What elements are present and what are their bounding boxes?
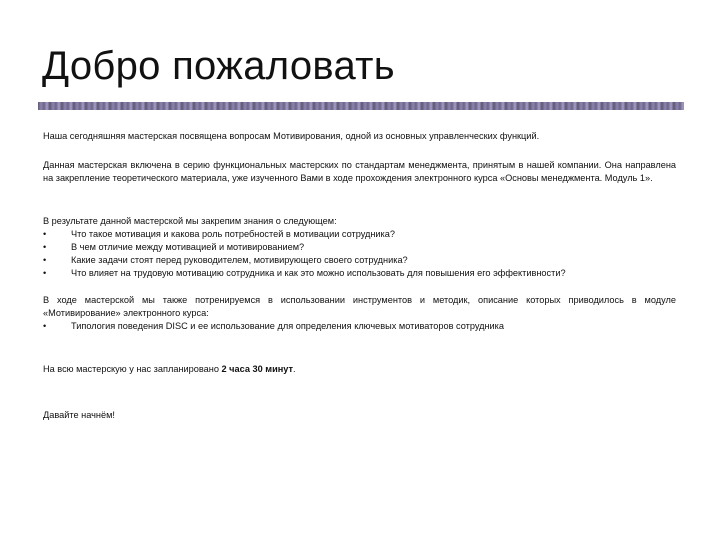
list-item [43, 320, 676, 333]
list-item [43, 228, 676, 241]
list-item [43, 254, 676, 267]
time-paragraph [43, 363, 676, 376]
list-item-text: Какие задачи стоят перед руководителем, мотивирующего своего сотрудника? [71, 255, 408, 265]
time-suffix: . [293, 364, 296, 374]
list-item-text: Типология поведения DISC и ее использование для определения ключевых мотиваторов сотрудника [71, 321, 505, 331]
series-paragraph: Данная мастерская включена в серию функциональных мастерских по стандартам менеджмента, принятым в нашей компании. Она направлена на закрепление теоретического материала, уже изученного Вами в ходе прохождения электронного курса «Основы менеджмента. Модуль 1». [43, 160, 676, 183]
list-item-text: Что влияет на трудовую мотивацию сотрудника и как это можно использовать для повышения его эффективности? [71, 268, 566, 278]
list-item [43, 267, 676, 280]
bullet-icon: • [43, 321, 47, 331]
bullet-icon: • [43, 268, 47, 278]
bullet-icon: • [43, 242, 47, 252]
knowledge-list [43, 228, 676, 280]
list-item-text: Что такое мотивация и какова роль потребностей в мотивации сотрудника? [71, 229, 396, 239]
bullet-icon: • [43, 229, 47, 239]
intro-paragraph: Наша сегодняшняя мастерская посвящена вопросам Мотивирования, одной из основных управленческих функций. [43, 131, 540, 141]
closing-line: Давайте начнём! [43, 410, 115, 420]
list-item-text: В чем отличие между мотивацией и мотивированием? [71, 242, 305, 252]
time-prefix: На всю мастерскую у нас запланировано [43, 364, 222, 374]
practice-list [43, 320, 676, 333]
knowledge-heading: В результате данной мастерской мы закрепим знания о следующем: [43, 216, 337, 226]
slide-title: Добро пожаловать [42, 44, 395, 88]
title-underline-bar [38, 102, 684, 110]
bullet-icon: • [43, 255, 47, 265]
list-item [43, 241, 676, 254]
practice-paragraph: В ходе мастерской мы также потренируемся в использовании инструментов и методик, описание которых приводилось в модуле «Мотивирование» электронного курса: [43, 295, 676, 318]
slide-body [43, 130, 676, 422]
time-value: 2 часа 30 минут [221, 364, 293, 374]
